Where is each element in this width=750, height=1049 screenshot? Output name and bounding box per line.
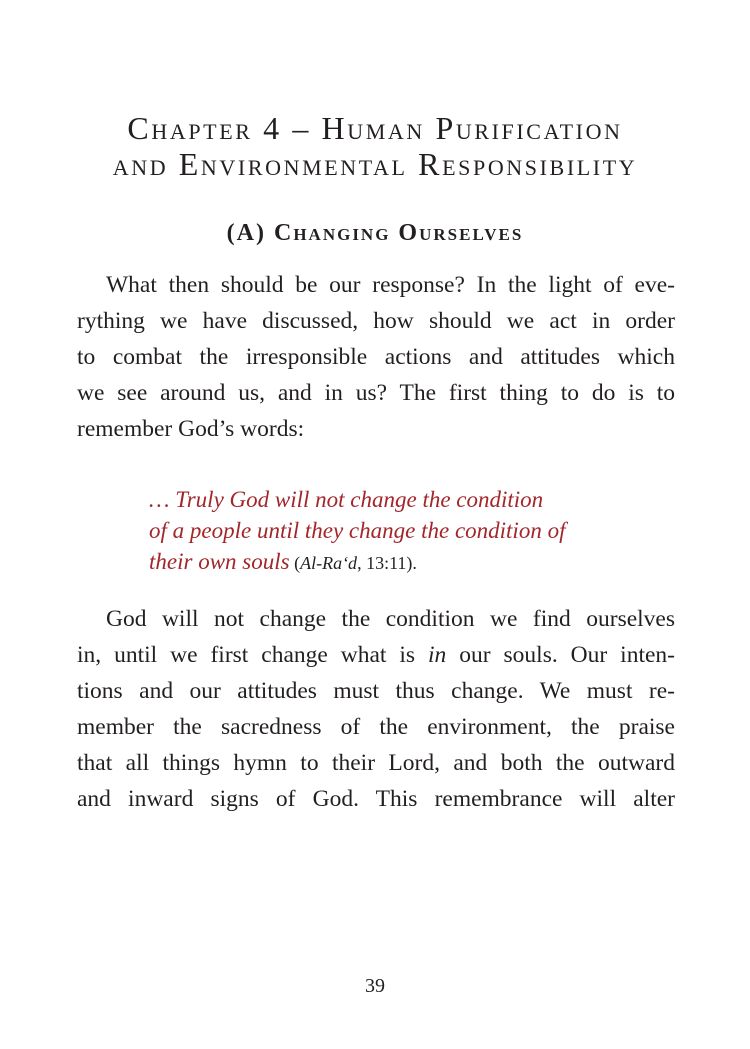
citation-source: Al-Ra‘d (300, 553, 358, 573)
quote-citation: (Al-Ra‘d, 13:11). (289, 553, 417, 573)
paragraph-line: in, until we first change what is in our souls. Our inten- (77, 642, 675, 668)
paragraph-line: to combat the irresponsible actions and attitudes which (77, 344, 675, 370)
quote-line: … Truly God will not change the condition (149, 487, 544, 512)
paragraph-line: What then should be our response? In the light of eve- (106, 272, 675, 298)
emphasis: in (428, 642, 447, 668)
paragraph-line: God will not change the condition we find ourselves (106, 606, 675, 632)
section-title: (A) Changing Ourselves (226, 220, 524, 246)
quote-line: of a people until they change the condition of (149, 518, 566, 543)
page-number: 39 (365, 975, 385, 997)
quote-line-last (149, 547, 417, 578)
paragraph-line: and inward signs of God. This remembrance will alter (77, 786, 675, 812)
paragraph-line: tions and our attitudes must thus change. We must re- (77, 678, 675, 704)
paragraph-line: we see around us, and in us? The first thing to do is to (77, 380, 675, 406)
paragraph-line: that all things hymn to their Lord, and both the outward (77, 750, 675, 776)
chapter-title-line-2: and Environmental Responsibility (112, 146, 638, 182)
chapter-title-line-1: Chapter 4 – Human Purification (127, 110, 623, 146)
paragraph-line: member the sacredness of the environment, the praise (77, 714, 675, 740)
paragraph-line: rything we have discussed, how should we act in order (77, 308, 675, 334)
paragraph-line: remember God’s words: (77, 416, 305, 442)
quote-text: their own souls (149, 549, 290, 574)
